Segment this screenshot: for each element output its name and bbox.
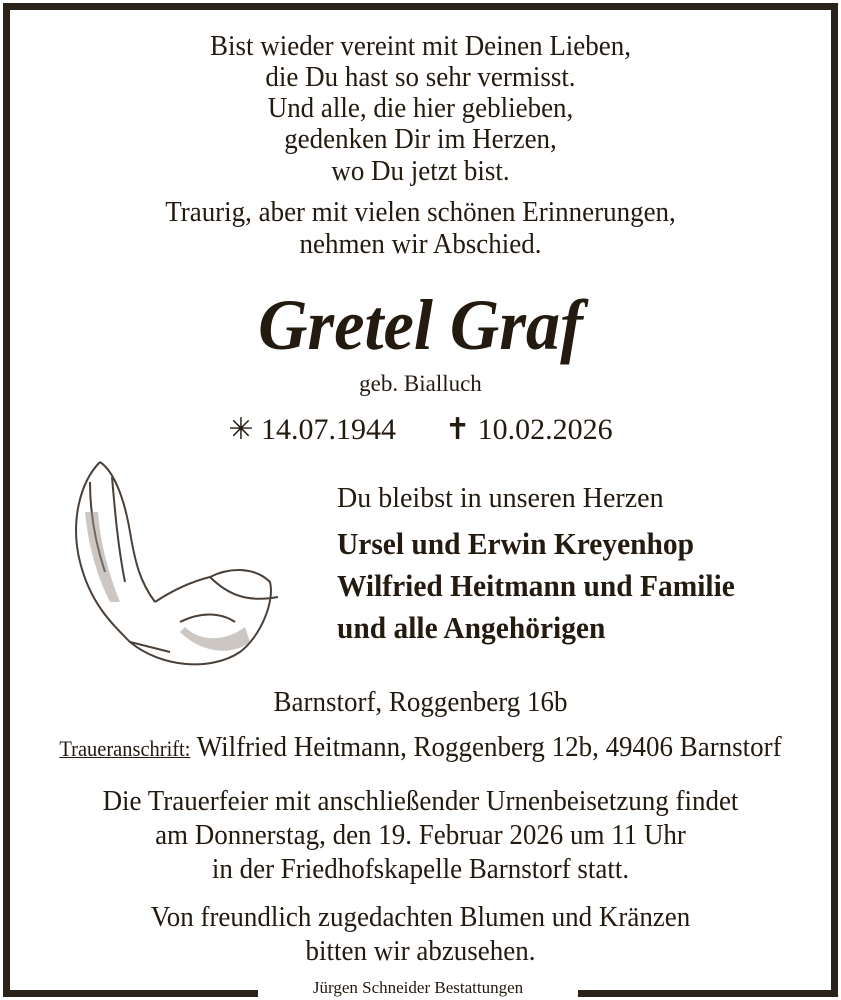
praying-hands-icon [60,452,280,677]
deceased-name: Gretel Graf [258,285,583,365]
poem-line: wo Du jetzt bist. [331,155,510,187]
service-line: in der Friedhofskapelle Barnstorf statt. [211,853,630,885]
location: Barnstorf, Roggenberg 16b [273,686,568,718]
maiden-name: geb. Bialluch [359,371,482,396]
poem-line: die Du hast so sehr vermisst. [265,61,576,93]
poem-line: Bist wieder vereint mit Deinen Lieben, [210,30,631,62]
death-cross-icon: ✝ [445,413,471,446]
mourner-name: Ursel und Erwin Kreyenhop [337,526,695,561]
mourner-name: und alle Angehörigen [337,610,606,645]
undertaker-credit: Jürgen Schneider Bestattungen [258,975,578,1000]
service-line: Die Trauerfeier mit anschließender Urnenbeisetzung findet [102,785,739,817]
mourner-name: Wilfried Heitmann und Familie [337,568,735,603]
birth-star-icon: ✳ [228,413,254,446]
address-label: Traueranschrift: [59,736,191,761]
poem-line: gedenken Dir im Herzen, [284,123,557,155]
request-line: bitten wir abzusehen. [305,935,536,967]
death-date: 10.02.2026 [477,413,613,446]
service-line: am Donnerstag, den 19. Februar 2026 um 11 Uhr [155,819,686,851]
mourners-intro: Du bleibst in unseren Herzen [337,483,664,514]
request-line: Von freundlich zugedachten Blumen und Kränzen [150,901,691,933]
farewell-line: Traurig, aber mit vielen schönen Erinnerungen, [165,196,676,228]
mourning-address [29,731,811,764]
life-dates [0,412,841,447]
farewell-line: nehmen wir Abschied. [299,228,542,260]
address-value: Wilfried Heitmann, Roggenberg 12b, 49406 Barnstorf [196,731,782,763]
birth-date: 14.07.1944 [261,413,396,446]
poem-line: Und alle, die hier geblieben, [267,92,574,124]
